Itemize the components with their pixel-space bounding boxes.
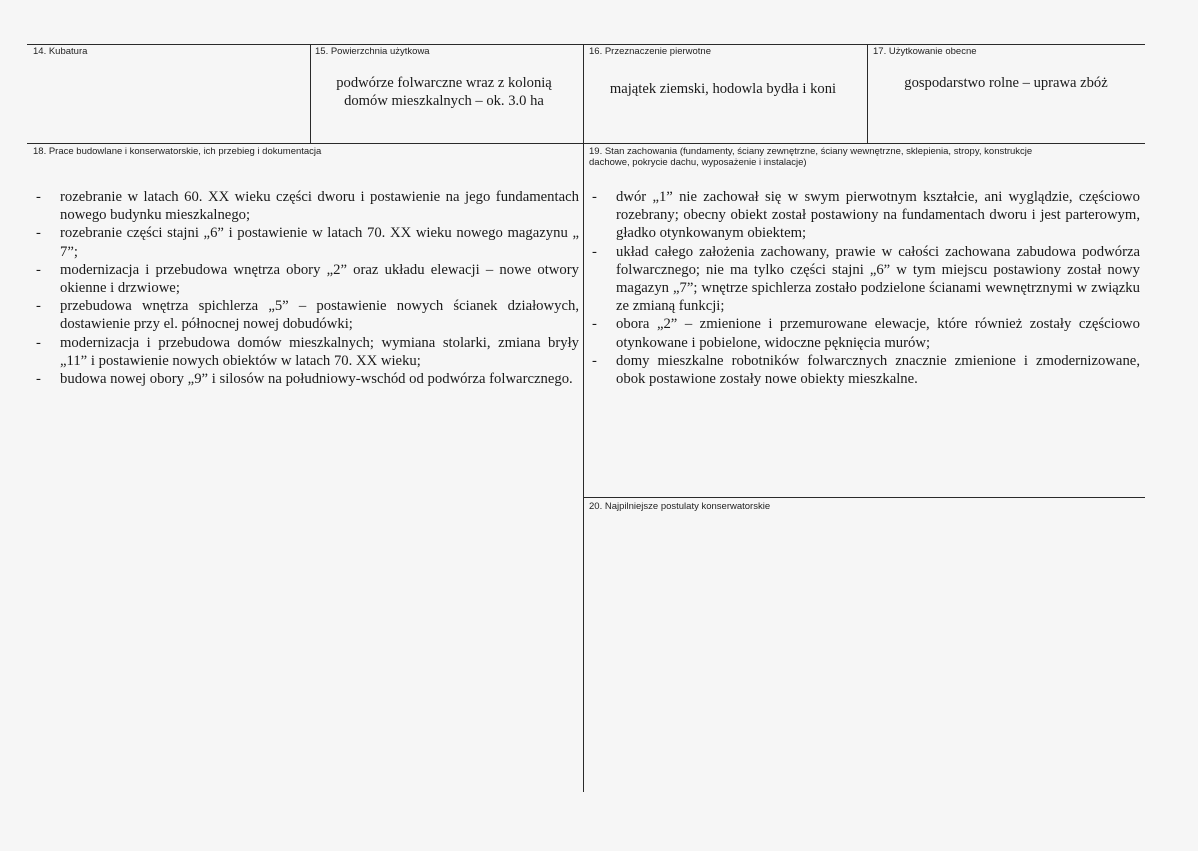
- list-item: [589, 315, 1140, 351]
- list-item: [33, 261, 579, 297]
- list-marker: -: [36, 371, 41, 388]
- list-item: [589, 243, 1140, 316]
- uzytkowanie-label: 17. Użytkowanie obecne: [873, 46, 977, 57]
- list-item-text: dwór „1” nie zachował się w swym pierwotnym kształcie, ani wyglądzie, częściowo rozebrany; obecny obiekt został postawiony na fundamentach dworu i jest parterowym, gładko otynkowanym obiektem;: [616, 189, 1140, 242]
- list-marker: -: [36, 298, 41, 315]
- list-item: [33, 370, 579, 388]
- list-marker: -: [36, 225, 41, 242]
- list-marker: -: [592, 243, 597, 260]
- list-item: [33, 334, 579, 370]
- top-border: [27, 44, 1145, 45]
- list-item: [33, 297, 579, 333]
- list-item-text: domy mieszkalne robotników folwarcznych znacznie zmienione i zmodernizowane, obok postawione zostały nowe obiekty mieszkalne.: [616, 352, 1140, 388]
- list-item-text: budowa nowej obory „9” i silosów na południowy-wschód od podwórza folwarcznego.: [60, 371, 573, 388]
- uzytkowanie-value: gospodarstwo rolne – uprawa zbóż: [904, 75, 1108, 91]
- list-item: [589, 352, 1140, 388]
- col15-left-border: [310, 44, 311, 144]
- list-item-text: modernizacja i przebudowa wnętrza obory „2” oraz układu elewacji – nowe otwory okienne i drzwiowe;: [60, 261, 579, 297]
- center-divider: [583, 44, 584, 792]
- col17-left-border: [867, 44, 868, 144]
- list-marker: -: [592, 189, 597, 205]
- list-item-text: obora „2” – zmienione i przemurowane elewacje, które również zostały częściowo otynkowane i pobielone, widoczne pęknięcia murów;: [616, 316, 1140, 351]
- list-item-text: układ całego założenia zachowany, prawie w całości zachowana zabudowa podwórza folwarcznego; nie ma tylko części stajni „6” w tym miejscu postawiony został nowy magazyn „7”; wnętrze spichlerza zostało podzielone ścianami wewnętrznymi w związku ze zmianą funkcji;: [616, 243, 1140, 315]
- postulaty-label: 20. Najpilniejsze postulaty konserwatorskie: [589, 501, 771, 512]
- list-marker: -: [36, 189, 41, 205]
- prace-budowlane-list: [33, 188, 579, 388]
- list-item: [33, 188, 579, 224]
- list-marker: -: [36, 334, 41, 351]
- list-item-text: modernizacja i przebudowa domów mieszkalnych; wymiana stolarki, zmiana bryły „11” i postawienie nowych obiektów w latach 70. XX wieku;: [60, 334, 579, 369]
- przeznaczenie-value: majątek ziemski, hodowla bydła i koni: [609, 81, 837, 97]
- list-item: [33, 224, 579, 260]
- list-marker: -: [592, 352, 597, 369]
- row1-bottom-border: [27, 143, 1145, 144]
- stan-zachowania-list: [589, 188, 1140, 388]
- prace-budowlane-label: 18. Prace budowlane i konserwatorskie, ich przebieg i dokumentacja: [33, 146, 322, 157]
- powierzchnia-value: podwórze folwarczne wraz z kolonią domów mieszkalnych – ok. 3.0 ha: [336, 75, 552, 109]
- list-item-text: przebudowa wnętrza spichlerza „5” – postawienie nowych ścianek działowych, dostawienie przy el. północnej nowej dobudówki;: [60, 298, 579, 333]
- list-item-text: rozebranie części stajni „6” i postawienie w latach 70. XX wieku nowego magazynu „ 7”;: [60, 225, 579, 260]
- stan-zachowania-label: 19. Stan zachowania (fundamenty, ściany zewnętrzne, ściany wewnętrzne, sklepienia, stropy, konstrukcje dachowe, pokrycie dachu, wyposażenie i instalacje): [589, 146, 1033, 168]
- list-marker: -: [592, 316, 597, 333]
- list-item: [589, 188, 1140, 243]
- list-marker: -: [36, 261, 41, 278]
- section20-top-border: [583, 497, 1145, 498]
- kubatura-label: 14. Kubatura: [33, 46, 88, 57]
- powierzchnia-label: 15. Powierzchnia użytkowa: [315, 46, 430, 57]
- list-item-text: rozebranie w latach 60. XX wieku części dworu i postawienie na jego fundamentach nowego budynku mieszkalnego;: [60, 189, 579, 224]
- przeznaczenie-label: 16. Przeznaczenie pierwotne: [589, 46, 711, 57]
